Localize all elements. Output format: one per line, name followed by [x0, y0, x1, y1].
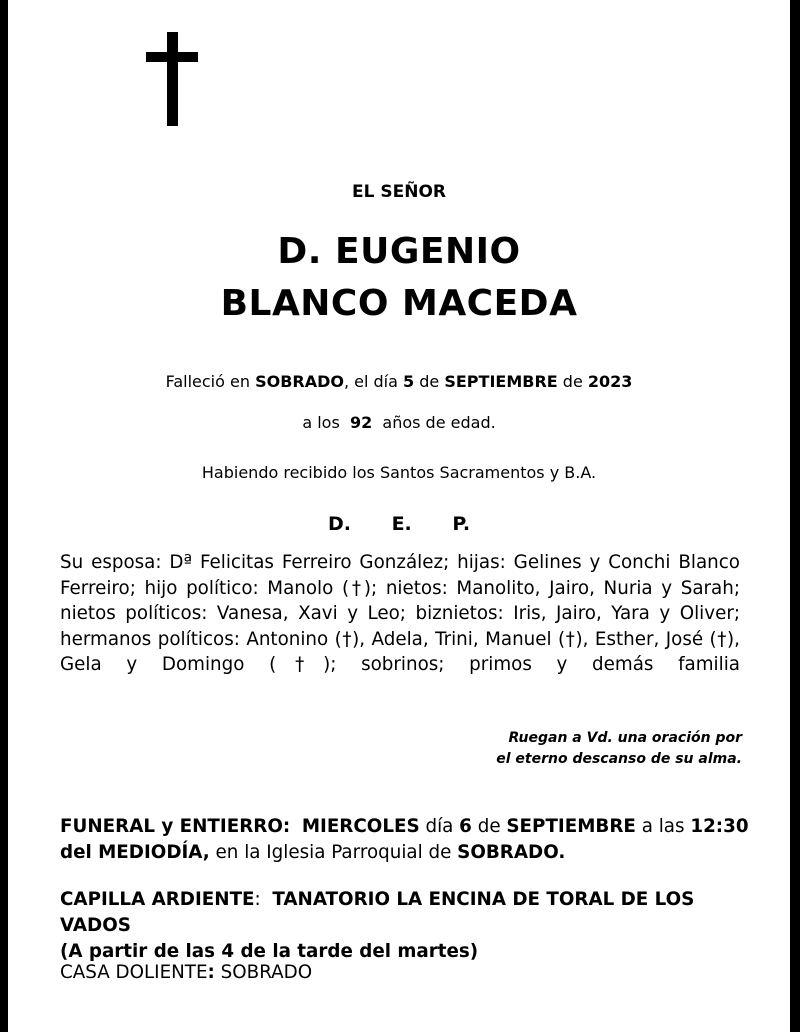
- obituary-sheet: [8, 0, 790, 1032]
- sacraments-line: Habiendo recibido los Santos Sacramentos y B.A.: [201, 463, 597, 482]
- cross-icon: [146, 32, 198, 126]
- casa-doliente: CASA DOLIENTE: SOBRADO: [60, 962, 313, 983]
- dep-line: D. E. P.: [327, 513, 471, 535]
- capilla-info: CAPILLA ARDIENTE: TANATORIO LA ENCINA DE TORAL DE LOS VADOS (A partir de las 4 de la tarde del martes): [60, 889, 695, 962]
- death-year: 2023: [587, 372, 633, 391]
- death-month: SEPTIEMBRE: [444, 372, 558, 391]
- deceased-name: [8, 226, 790, 330]
- name-line-1: D. EUGENIO: [277, 231, 521, 272]
- prayer-note: Ruegan a Vd. una oración por el eterno descanso de su alma.: [496, 730, 742, 767]
- age-years: 92: [349, 413, 373, 432]
- name-line-2: BLANCO MACEDA: [220, 283, 578, 324]
- death-day: 5: [403, 372, 415, 391]
- funeral-info: FUNERAL y ENTIERRO: MIERCOLES día 6 de SEPTIEMBRE a las 12:30 del MEDIODÍA, en la Iglesia Parroquial de SOBRADO.: [60, 816, 749, 863]
- header-title: EL SEÑOR: [352, 182, 446, 202]
- family-paragraph: Su esposa: Dª Felicitas Ferreiro González; hijas: Gelines y Conchi Blanco Ferreiro; hijo político: Manolo (†); nietos: Manolito, Jairo, Nuria y Sarah; nietos políticos: Vanesa, Xavi y Leo; biznietos: Iris, Jairo, Yara y Oliver; hermanos políticos: Antonino (†), Adela, Trini, Manuel (†), Esther, José (†), Gela y Domingo (†); sobrinos; primos y demás familia: [60, 552, 740, 675]
- age-line: a los 92 años de edad.: [302, 413, 496, 432]
- death-line: Falleció en SOBRADO, el día 5 de SEPTIEMBRE de 2023: [165, 372, 633, 391]
- death-place: SOBRADO: [255, 372, 344, 391]
